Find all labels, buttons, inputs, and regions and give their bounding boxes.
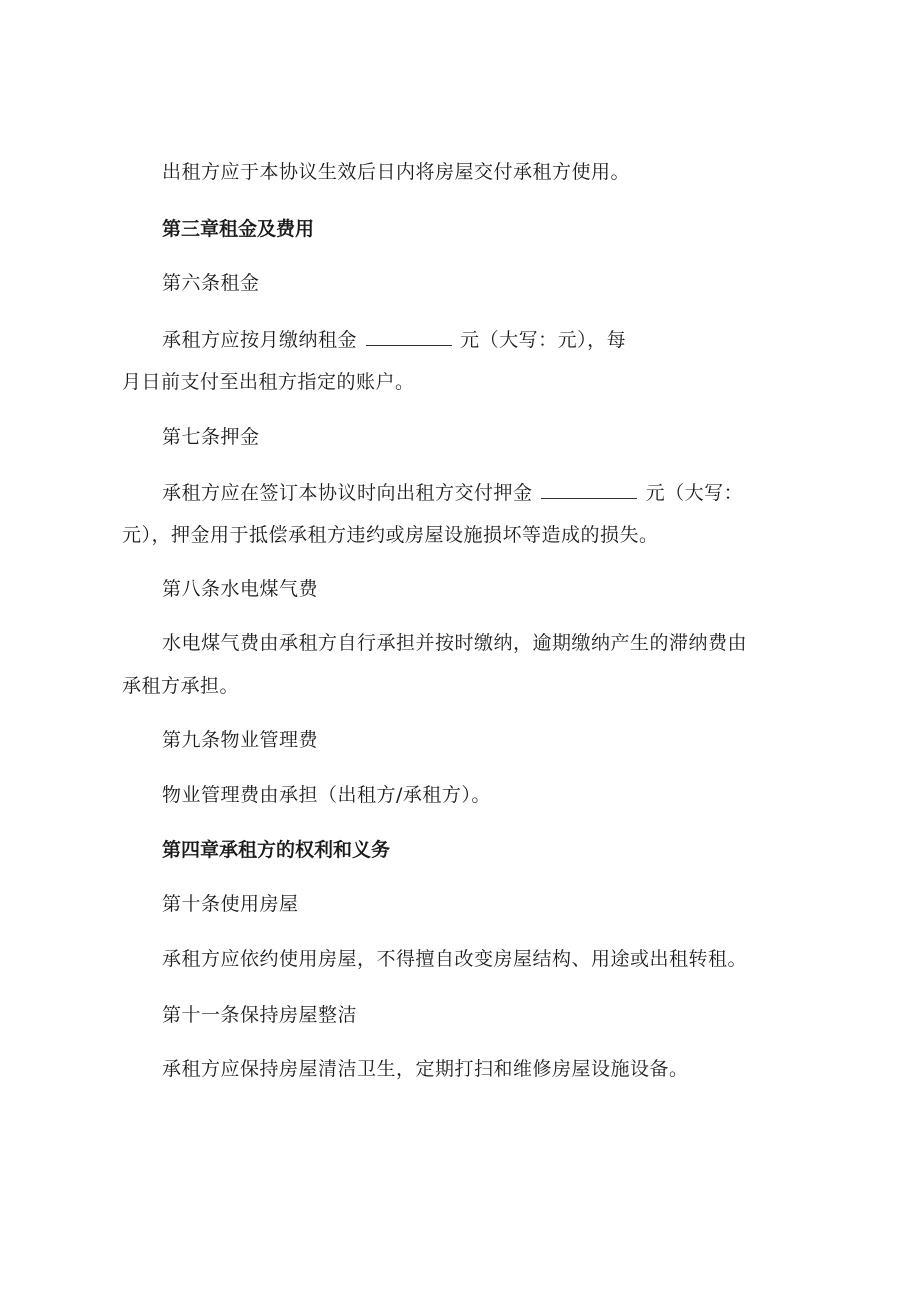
article-7-line-2: 元），押金用于抵偿承租方违约或房屋设施损坏等造成的损失。 <box>122 524 659 546</box>
article-7-line-1 <box>162 480 743 505</box>
article-11-title: 第十一条保持房屋整洁 <box>162 1004 358 1026</box>
article-7-title: 第七条押金 <box>162 426 260 448</box>
deposit-amount-blank[interactable] <box>541 480 637 499</box>
article-7-text-a: 承租方应在签订本协议时向出租方交付押金 <box>162 482 533 504</box>
article-6-line-2: 月日前支付至出租方指定的账户。 <box>122 371 415 393</box>
article-9-title: 第九条物业管理费 <box>162 729 319 751</box>
article-10-title: 第十条使用房屋 <box>162 893 299 915</box>
chapter-4-heading: 第四章承租方的权利和义务 <box>162 839 391 861</box>
article-8-line-2: 承租方承担。 <box>122 675 240 697</box>
article-6-line-1 <box>162 327 626 352</box>
article-8-line-1: 水电煤气费由承租方自行承担并按时缴纳，逾期缴纳产生的滞纳费由 <box>162 632 748 654</box>
article-8-title: 第八条水电煤气费 <box>162 578 319 600</box>
chapter-3-heading: 第三章租金及费用 <box>162 218 315 240</box>
rent-amount-blank[interactable] <box>366 327 452 346</box>
article-6-text-b: 元（大写：元），每 <box>460 329 627 351</box>
article-6-text-a: 承租方应按月缴纳租金 <box>162 329 358 351</box>
article-10-line-1: 承租方应依约使用房屋，不得擅自改变房屋结构、用途或出租转租。 <box>162 948 748 970</box>
article-9-line-1: 物业管理费由承担（出租方/承租方）。 <box>162 784 491 806</box>
article-6-title: 第六条租金 <box>162 272 260 294</box>
article-11-line-1: 承租方应保持房屋清洁卫生，定期打扫和维修房屋设施设备。 <box>162 1058 689 1080</box>
paragraph-delivery: 出租方应于本协议生效后日内将房屋交付承租方使用。 <box>162 161 631 183</box>
article-7-text-b: 元（大写： <box>645 482 744 504</box>
